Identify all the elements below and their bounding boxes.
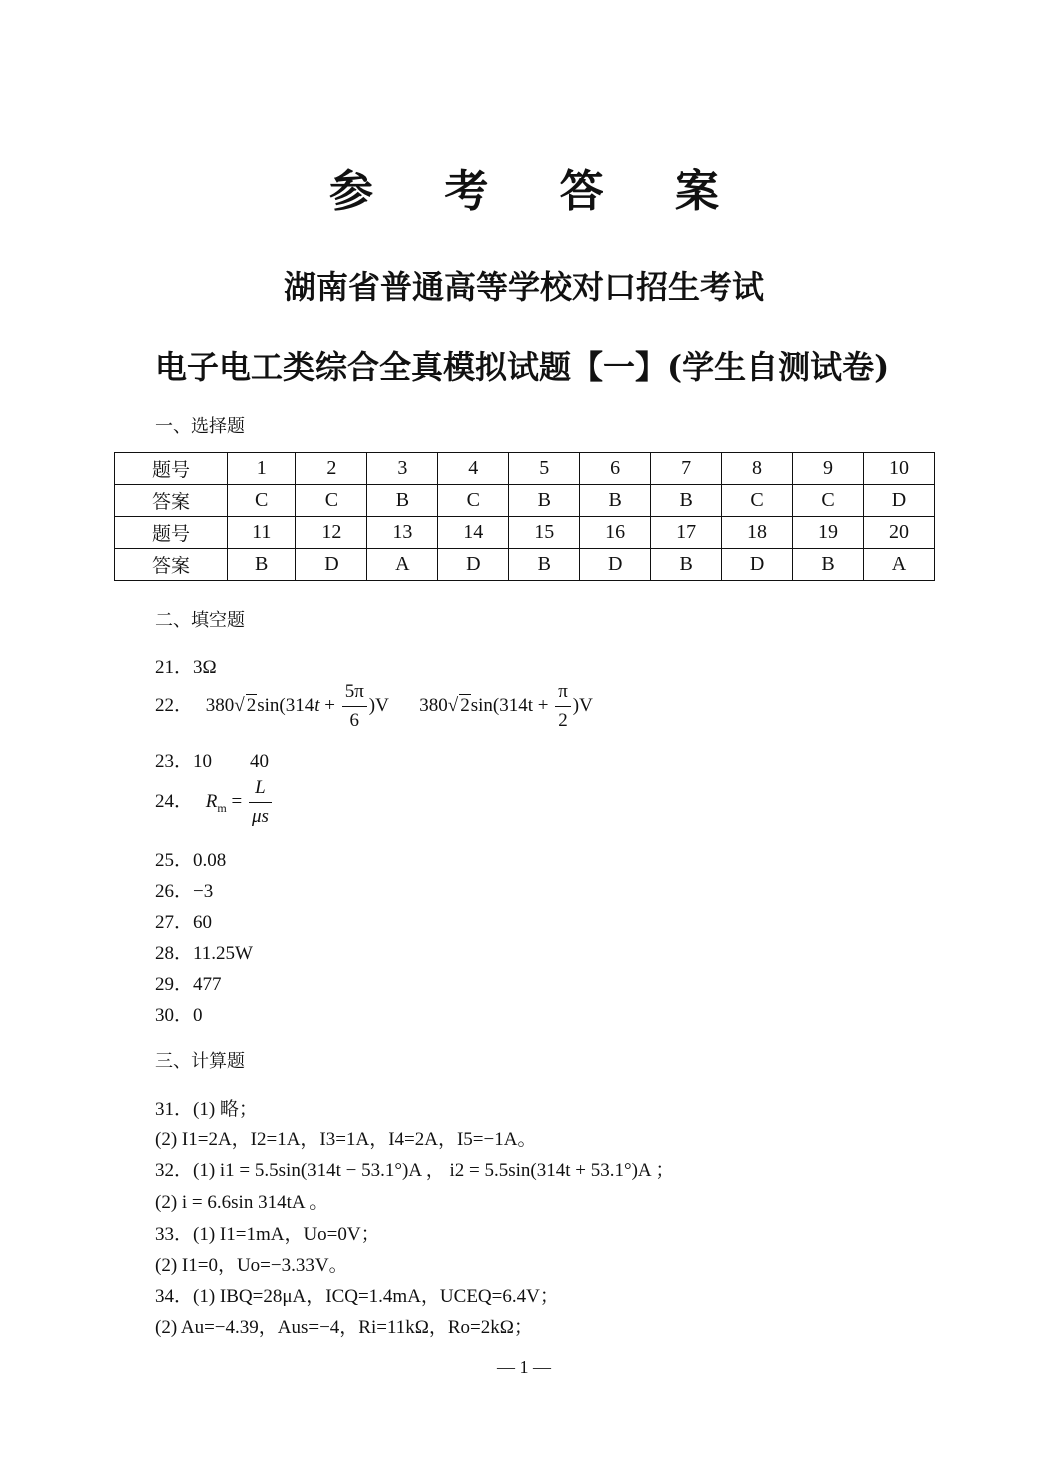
section-heading-fill: 二、填空题: [155, 610, 245, 631]
answer-cell: B: [651, 485, 722, 517]
answer-cell: C: [793, 485, 864, 517]
row-header: 答案: [115, 485, 228, 517]
formula-22b: [419, 681, 593, 731]
answer-cell: B: [509, 485, 580, 517]
table-row: [115, 485, 935, 517]
answer-26: 26．−3: [155, 881, 214, 902]
denominator: μs: [251, 806, 269, 827]
exam-subtitle: 湖南省普通高等学校对口招生考试: [283, 268, 764, 306]
table-row: [115, 549, 935, 581]
section-heading-choice: 一、选择题: [155, 416, 245, 437]
question-number-cell: 3: [367, 453, 438, 485]
question-number-cell: 14: [438, 517, 509, 549]
numerator: L: [249, 774, 272, 803]
answer-34-part1: 34．(1) IBQ=28μA，ICQ=1.4mA，UCEQ=6.4V；: [155, 1286, 559, 1307]
question-number-cell: 16: [580, 517, 651, 549]
question-number-cell: 4: [438, 453, 509, 485]
coefficient: 380: [419, 694, 448, 716]
sqrt-sign: √: [447, 694, 459, 716]
question-number: 22．: [155, 694, 194, 716]
page-title: 参 考 答 案: [329, 166, 747, 217]
table-row: [115, 517, 935, 549]
answer-cell: C: [296, 485, 367, 517]
page-number: — 1 —: [497, 1357, 551, 1377]
question-number-cell: 2: [296, 453, 367, 485]
radicand: 2: [246, 694, 257, 716]
answer-cell: B: [651, 549, 722, 581]
question-number-cell: 15: [509, 517, 580, 549]
question-number-cell: 17: [651, 517, 722, 549]
paper-title: 电子电工类综合全真模拟试题【一】(学生自测试卷): [155, 348, 890, 386]
question-number-cell: 8: [722, 453, 793, 485]
answer-31-part1: 31．(1) 略；: [155, 1099, 258, 1120]
answer-30: 30．0: [155, 1005, 203, 1026]
answer-33-part1: 33．(1) I1=1mA，Uo=0V；: [155, 1224, 380, 1245]
answer-cell: D: [296, 549, 367, 581]
formula-text: sin(314t +: [470, 694, 554, 716]
fraction: [555, 678, 571, 735]
denominator: 2: [558, 710, 568, 731]
operator: =: [226, 790, 247, 812]
question-number-cell: 1: [228, 453, 296, 485]
answer-21: 21．3Ω: [155, 657, 217, 678]
answer-25: 25．0.08: [155, 850, 227, 871]
numerator: 5π: [342, 678, 367, 707]
answer-cell: B: [580, 485, 651, 517]
answer-cell: B: [793, 549, 864, 581]
answer-cell: D: [580, 549, 651, 581]
answer-32-part2: (2) i = 6.6sin 314tA 。: [155, 1192, 329, 1213]
answer-34-part2: (2) Au=−4.39，Aus=−4，Ri=11kΩ，Ro=2kΩ；: [155, 1317, 533, 1338]
answer-cell: B: [509, 549, 580, 581]
coefficient: 380: [205, 694, 235, 716]
question-number-cell: 7: [651, 453, 722, 485]
subscript: m: [217, 800, 227, 815]
question-number-cell: 20: [863, 517, 934, 549]
formula-text: )V: [572, 694, 593, 716]
question-number-cell: 5: [509, 453, 580, 485]
answer-cell: D: [722, 549, 793, 581]
choice-answer-table: [114, 452, 935, 581]
answer-cell: B: [367, 485, 438, 517]
formula-text: sin(314: [257, 694, 315, 716]
fraction: [249, 774, 272, 831]
answer-31-part2: (2) I1=2A，I2=1A，I3=1A，I4=2A，I5=−1A。: [155, 1129, 537, 1150]
answer-33-part2: (2) I1=0，Uo=−3.33V。: [155, 1255, 348, 1276]
question-number-cell: 11: [228, 517, 296, 549]
table-row: [115, 453, 935, 485]
variable-r: R: [205, 790, 218, 812]
answer-cell: D: [863, 485, 934, 517]
answer-cell: D: [438, 549, 509, 581]
answer-cell: C: [438, 485, 509, 517]
denominator: 6: [349, 710, 359, 731]
answer-29: 29．477: [155, 974, 222, 995]
row-header: 答案: [115, 549, 228, 581]
operator: +: [319, 694, 340, 716]
question-number-cell: 9: [793, 453, 864, 485]
variable-t: t: [314, 694, 320, 716]
row-header: 题号: [115, 453, 228, 485]
radicand: 2: [460, 694, 470, 716]
answer-cell: C: [722, 485, 793, 517]
question-number: 24．: [155, 790, 194, 812]
sqrt-sign: √: [234, 694, 245, 716]
answer-23: 23．10 40: [155, 751, 270, 772]
answer-cell: B: [228, 549, 296, 581]
answer-28: 28．11.25W: [155, 943, 253, 964]
question-number-cell: 18: [722, 517, 793, 549]
answer-24: [155, 774, 274, 831]
question-number-cell: 10: [863, 453, 934, 485]
row-header: 题号: [115, 517, 228, 549]
fraction: [342, 678, 367, 735]
question-number-cell: 13: [367, 517, 438, 549]
question-number-cell: 6: [580, 453, 651, 485]
answer-22: [155, 678, 593, 735]
question-number-cell: 19: [793, 517, 864, 549]
formula-text: )V: [368, 694, 389, 716]
answer-cell: A: [863, 549, 934, 581]
numerator: π: [555, 678, 571, 707]
question-number-cell: 12: [296, 517, 367, 549]
answer-27: 27．60: [155, 912, 213, 933]
answer-32-part1: 32．(1) i1 = 5.5sin(314t − 53.1°)A ， i2 = 5.5sin(314t + 53.1°)A ；: [155, 1160, 675, 1181]
answer-cell: C: [228, 485, 296, 517]
section-heading-calc: 三、计算题: [155, 1051, 245, 1072]
answer-cell: A: [367, 549, 438, 581]
